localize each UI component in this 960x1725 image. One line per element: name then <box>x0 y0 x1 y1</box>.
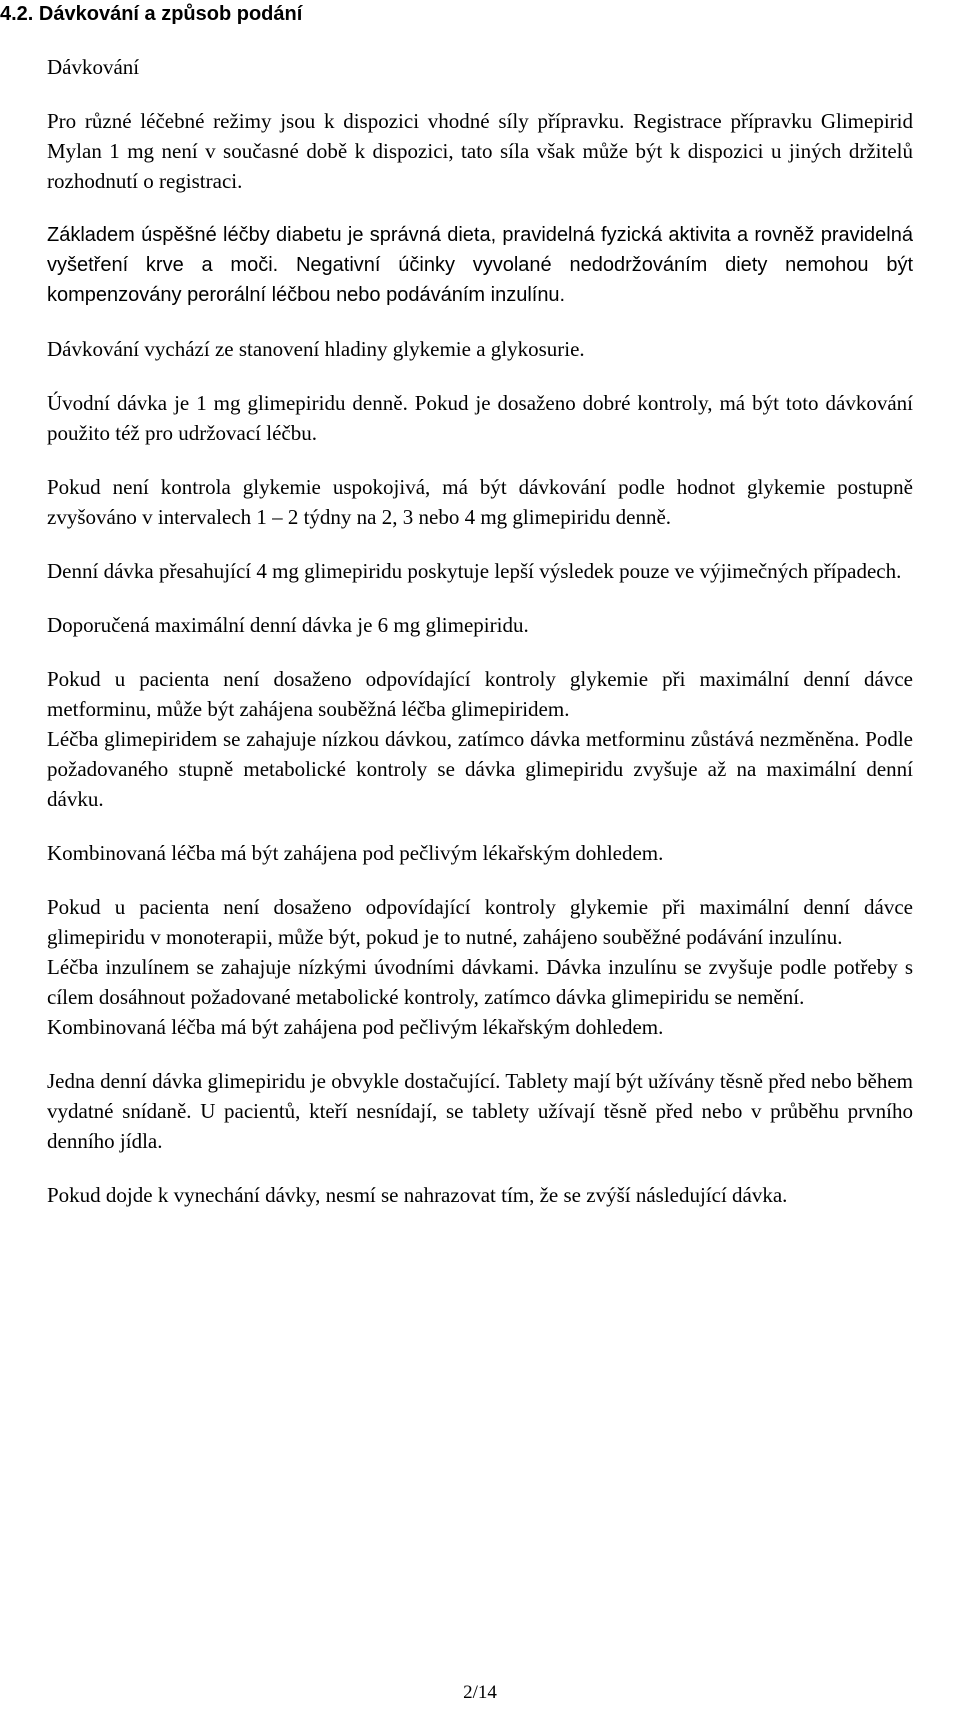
paragraph-above-4mg: Denní dávka přesahující 4 mg glimepiridu poskytuje lepší výsledek pouze ve výjimečných případech. <box>47 559 902 583</box>
paragraph-missed-dose: Pokud dojde k vynechání dávky, nesmí se nahrazovat tím, že se zvýší následující dávka. <box>47 1183 788 1207</box>
paragraph-dosing-basis: Dávkování vychází ze stanovení hladiny glykemie a glykosurie. <box>47 337 585 361</box>
paragraph-initial-dose: Úvodní dávka je 1 mg glimepiridu denně. Pokud je dosaženo dobré kontroly, má být toto dávkování použito též pro udržovací léčbu. <box>47 391 913 445</box>
paragraph-max-dose: Doporučená maximální denní dávka je 6 mg glimepiridu. <box>47 613 529 637</box>
paragraph-insulin-start: Léčba inzulínem se zahajuje nízkými úvodními dávkami. Dávka inzulínu se zvyšuje podle potřeby s cílem dosáhnout požadované metabolické kontroly, zatímco dávka glimepiridu se nemění. <box>47 955 913 1009</box>
paragraph-treatment-basis: Základem úspěšné léčby diabetu je správná dieta, pravidelná fyzická aktivita a rovněž pravidelná vyšetření krve a moči. Negativní účinky vyvolané nedodržováním diety nemohou být kompenzovány perorální léčbou nebo podáváním inzulínu. <box>47 224 913 306</box>
paragraph-combo-supervision-2: Kombinovaná léčba má být zahájena pod pečlivým lékařským dohledem. <box>47 1015 664 1039</box>
paragraph-metformin-combo: Pokud u pacienta není dosaženo odpovídající kontroly glykemie při maximální denní dávce metforminu, může být zahájena souběžná léčba glimepiridem. <box>47 667 913 721</box>
section-heading: 4.2. Dávkování a způsob podání <box>0 3 303 25</box>
subheading: Dávkování <box>47 55 140 79</box>
document-body <box>47 52 913 1234</box>
paragraph-metformin-start: Léčba glimepiridem se zahajuje nízkou dávkou, zatímco dávka metforminu zůstává nezměněna. Podle požadovaného stupně metabolické kontroly se dávka glimepiridu zvyšuje až na maximální denní dávku. <box>47 727 913 811</box>
paragraph-insulin-combo: Pokud u pacienta není dosaženo odpovídající kontroly glykemie při maximální denní dávce glimepiridu v monoterapii, může být, pokud je to nutné, zahájeno souběžné podávání inzulínu. <box>47 895 913 949</box>
paragraph-dose-strengths: Pro různé léčebné režimy jsou k dispozici vhodné síly přípravku. Registrace přípravku Glimepirid Mylan 1 mg není v současné době k dispozici, tato síla však může být k dispozici u jiných držitelů rozhodnutí o registraci. <box>47 109 913 193</box>
paragraph-combo-supervision: Kombinovaná léčba má být zahájena pod pečlivým lékařským dohledem. <box>47 841 664 865</box>
page-number: 2/14 <box>463 1682 497 1703</box>
paragraph-dose-titration: Pokud není kontrola glykemie uspokojivá, má být dávkování podle hodnot glykemie postupně zvyšováno v intervalech 1 – 2 týdny na 2, 3 nebo 4 mg glimepiridu denně. <box>47 475 913 529</box>
paragraph-administration: Jedna denní dávka glimepiridu je obvykle dostačující. Tablety mají být užívány těsně před nebo během vydatné snídaně. U pacientů, kteří nesnídají, se tablety užívají těsně před nebo v průběhu prvního denního jídla. <box>47 1069 913 1153</box>
